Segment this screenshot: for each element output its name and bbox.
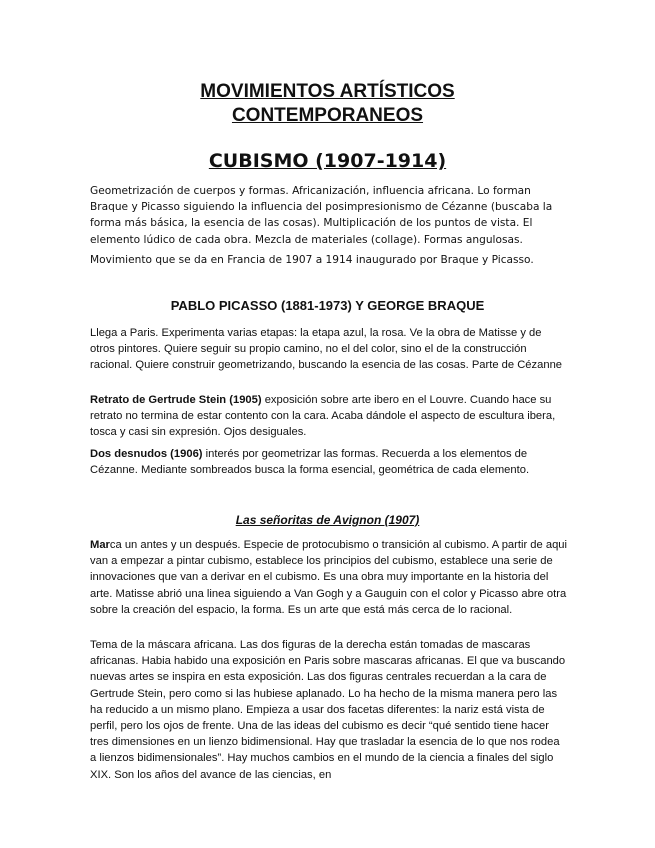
paragraph-avignon-text: ca un antes y un después. Especie de protocubismo o transición al cubismo. A partir de aqui van a empezar a pintar cubismo, establece los principios del cubismo, establece una serie de innovaciones que van a derivar en el cubismo. Es una obra muy importante en la historia del arte. Matisse abrió una linea siguiendo a Van Gogh y a Gauguin con el color y Picasso abre otra sobre la creación del espacio, la forma. Es un arte que está más cerca de lo racional. xyxy=(90,539,567,616)
paragraph-mascara-africana: Tema de la máscara africana. Las dos figuras de la derecha están tomadas de mascaras africanas. Habia habido una exposición en Paris sobre mascaras africanas. El que va buscando nuevas artes se inspira en esta exposición. Las dos figuras centrales recuerdan a la cara de Gertrude Stein, pero como si las hubiese aplanado. Lo ha hecho de la misma manera pero las ha reducido a un mismo plano. Empieza a usar dos facetas diferentes: la nariz está vista de perfil, pero los ojos de frente. Una de las ideas del cubismo es decir “qué sentido tiene hacer tres dimensiones en un lienzo bidimensional. Hay que trasladar la esencia de lo que nos rodea a lienzos bidimensionales”. Hay muchos cambios en el mundo de la ciencia a finales del siglo XIX. Son los años del avance de las ciencias, en xyxy=(90,639,566,781)
paragraph-gertrude-stein xyxy=(90,392,568,441)
paragraph-avignon xyxy=(90,537,568,618)
avignon-title: Las señoritas de Avignon (1907) xyxy=(235,513,420,527)
paragraph-gertrude-stein-title: Retrato de Gertrude Stein (1905) xyxy=(90,394,262,406)
paragraph-dos-desnudos-title: Dos desnudos (1906) xyxy=(90,448,203,460)
main-title xyxy=(0,80,655,128)
main-title-line2: CONTEMPORANEOS xyxy=(231,105,424,126)
subtitle: PABLO PICASSO (1881-1973) Y GEORGE BRAQUE xyxy=(170,298,485,313)
section-title: CUBISMO (1907-1914) xyxy=(208,150,447,172)
intro-paragraph: Geometrización de cuerpos y formas. Africanización, influencia africana. Lo forman Braque y Picasso siguiendo la influencia del posimpresionismo de Cézanne (buscaba la forma más básica, la esencia de las cosas). Multiplicación de los puntos de vista. El elemento lúdico de cada obra. Mezcla de materiales (collage). Formas angulosas. xyxy=(90,185,553,246)
intro-paragraph-2: Movimiento que se da en Francia de 1907 a 1914 inaugurado por Braque y Picasso. xyxy=(90,254,534,266)
main-title-line1: MOVIMIENTOS ARTÍSTICOS xyxy=(200,81,455,102)
paragraph-picasso-intro: Llega a Paris. Experimenta varias etapas: la etapa azul, la rosa. Ve la obra de Matisse y de otros pintores. Quiere seguir su propio camino, no el del color, sino el de la construcción racional. Quiere construir geometrizando, buscando la esencia de las cosas. Parte de Cézanne xyxy=(90,327,563,372)
paragraph-dos-desnudos xyxy=(90,446,568,478)
paragraph-avignon-lead: Mar xyxy=(90,539,110,551)
paragraph-gertrude-stein-text: exposición sobre arte ibero en el Louvre. Cuando hace su retrato no termina de estar contento con la cara. Acaba dándole el aspecto de escultura ibera, tosca y casi sin expresión. Ojos desiguales. xyxy=(90,394,556,439)
paragraph-dos-desnudos-text: interés por geometrizar las formas. Recuerda a los elementos de Cézanne. Mediante sombreados busca la forma esencial, geométrica de cada elemento. xyxy=(90,448,530,477)
